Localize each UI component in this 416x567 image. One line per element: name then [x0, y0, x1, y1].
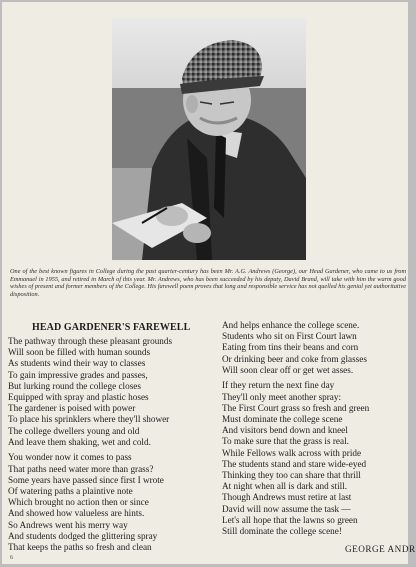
poem-line: So Andrews went his merry way — [8, 519, 128, 530]
poem-line: You wonder now it comes to pass — [8, 452, 132, 463]
poem-line: The college dwellers young and old — [8, 425, 140, 436]
poem-line: And helps enhance the college scene. — [222, 320, 360, 330]
poem-line: That keeps the paths so fresh and clean — [8, 541, 152, 552]
poem-stanza — [222, 380, 369, 537]
page-number: 6 — [10, 555, 13, 561]
poem-line: Students who sit on First Court lawn — [222, 331, 357, 342]
poem-stanza — [8, 336, 172, 448]
poem-line: The pathway through these pleasant grounds — [8, 336, 173, 346]
poem-line: Of watering paths a plaintive note — [8, 485, 133, 496]
poem-line: Which brought no action then or since — [8, 497, 149, 508]
poem-line: They'll only meet another spray: — [222, 391, 342, 402]
poem-line: But lurking round the college closes — [8, 380, 141, 391]
poem-line: Some years have passed since first I wrote — [8, 474, 164, 485]
poem-line: If they return the next fine day — [222, 380, 335, 391]
poem-signature: GEORGE ANDR — [345, 544, 416, 554]
poem-line: As students wind their way to classes — [8, 358, 146, 369]
poem-line: Will soon be filled with human sounds — [8, 347, 151, 358]
poem-left-column — [8, 336, 172, 558]
poem-line: Equipped with spray and plastic hoses — [8, 391, 149, 402]
document-page — [2, 2, 416, 564]
poem-line: Though Andrews must retire at last — [222, 492, 352, 503]
poem-line: The First Court grass so fresh and green — [222, 402, 370, 413]
poem-stanza — [222, 320, 369, 376]
gardener-photo-illustration — [112, 18, 306, 260]
poem-line: And visitors bend down and kneel — [222, 425, 348, 436]
poem-line: Still dominate the college scene! — [222, 525, 342, 536]
poem-line: That paths need water more than grass? — [8, 463, 154, 474]
poem-line: And students dodged the glittering spray — [8, 530, 158, 541]
poem-line: The students stand and stare wide-eyed — [222, 458, 367, 469]
poem-line: And leave them shaking, wet and cold. — [8, 436, 151, 447]
poem-line: While Fellows walk across with pride — [222, 447, 362, 458]
poem-line: To place his sprinklers where they'll shower — [8, 414, 170, 425]
poem-line: Thinking they too can share that thrill — [222, 469, 361, 480]
photo-caption: One of the best known figures in College during the past quarter-century has been Mr. A.G. Andrews (George), our Head Gardener, who came to us from Emmanuel in 1955, and retired in March of this year. Mr. Andrews, who has been succeeded by his deputy, David Brand, will take with him the warm good wishes of present and former members of the College. His farewell poem proves that long and responsible service has not quelled his genial yet authoritative disposition. — [10, 268, 406, 298]
poem-line: To make sure that the grass is real. — [222, 436, 349, 447]
poem-line: Must dominate the college scene — [222, 414, 343, 424]
poem-right-column — [222, 320, 369, 542]
poem-line: To gain impressive grades and passes, — [8, 369, 148, 380]
poem-line: Let's all hope that the lawns so green — [222, 514, 358, 525]
poem-title: HEAD GARDENER'S FAREWELL — [32, 322, 191, 333]
poem-line: At night when all is dark and still. — [222, 481, 348, 492]
poem-line: Or drinking beer and coke from glasses — [222, 353, 367, 364]
portrait-photo — [112, 18, 306, 260]
poem-line: David will now assume the task — — [222, 503, 351, 514]
poem-line: The gardener is poised with power — [8, 403, 136, 414]
poem-line: Eating from tins their beans and corn — [222, 342, 359, 353]
poem-stanza — [8, 452, 172, 553]
poem-line: Will soon clear off or get wet asses. — [222, 364, 354, 375]
poem-line: And showed how valueless are hints. — [8, 508, 145, 519]
